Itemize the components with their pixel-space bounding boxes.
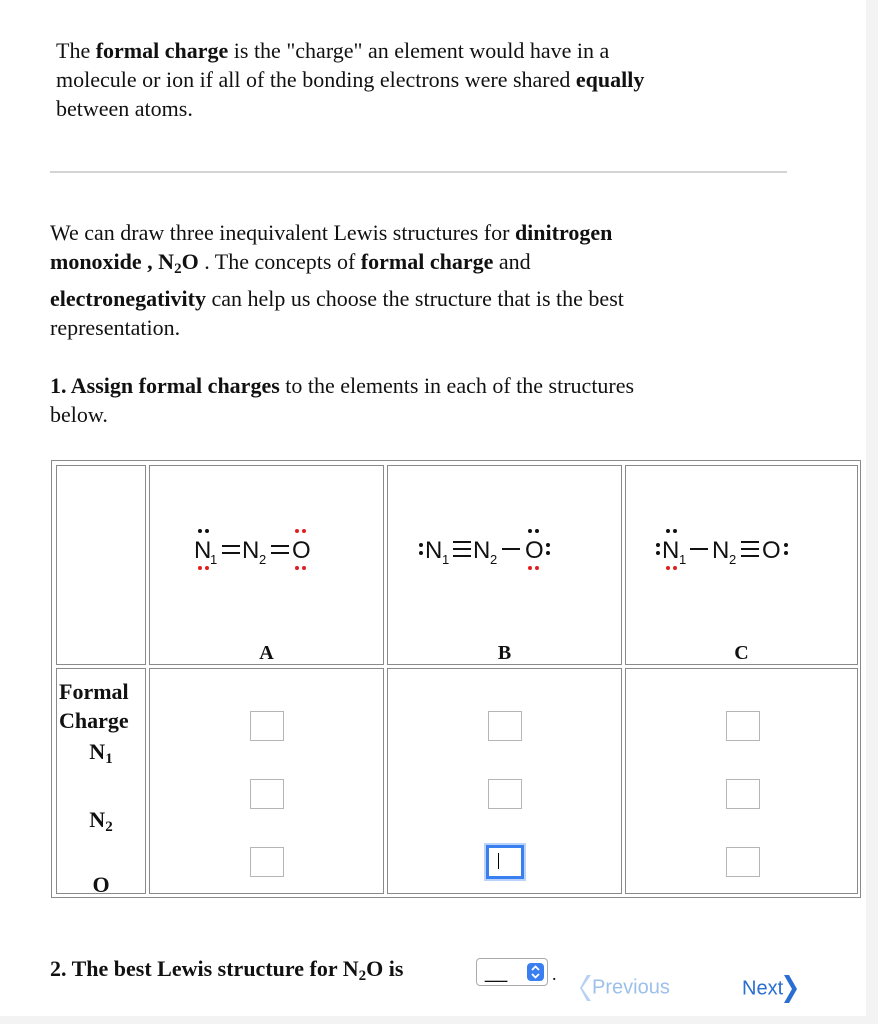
inputs-a-cell: [149, 668, 384, 894]
structure-b-label: B: [497, 642, 512, 664]
atom-o: O: [524, 537, 544, 564]
question-1: 1. Assign formal charges to the elements in each of the structures below.: [50, 373, 635, 427]
atom-n1: N: [661, 537, 679, 564]
structure-c: [626, 524, 857, 574]
atom-n1: N: [424, 537, 442, 564]
structure-c-cell: [625, 465, 858, 665]
inputs-b-cell: [387, 668, 622, 894]
input-c-n2[interactable]: [726, 779, 760, 809]
corner-cell: [56, 465, 146, 665]
svg-text:1: 1: [209, 552, 217, 567]
divider: [50, 171, 787, 173]
select-arrows-icon: [527, 963, 544, 981]
svg-text:2: 2: [258, 552, 266, 567]
atom-o: O: [291, 537, 311, 564]
previous-button[interactable]: Previous: [580, 974, 670, 1006]
atom-o: O: [761, 537, 781, 564]
chevron-right-icon: [783, 974, 797, 1004]
input-b-o[interactable]: [486, 845, 524, 879]
chevron-left-icon: [580, 974, 592, 1002]
structure-a-cell: [149, 465, 384, 665]
formal-charge-table: [51, 460, 861, 898]
atom-n2: N: [472, 537, 490, 564]
input-a-o[interactable]: [250, 847, 284, 877]
svg-text:1: 1: [678, 552, 686, 567]
formal-charge-label: Formal Charge $N_1$ $N_2$ O: [59, 679, 129, 897]
structure-c-label: C: [734, 642, 749, 664]
svg-text:1: 1: [441, 552, 449, 567]
input-b-n2[interactable]: [488, 779, 522, 809]
input-a-n1[interactable]: [250, 711, 284, 741]
structure-a-label: A: [259, 642, 274, 664]
row-header-cell: [56, 668, 146, 897]
input-a-n2[interactable]: [250, 779, 284, 809]
atom-n1: N: [193, 537, 211, 564]
svg-text:2: 2: [728, 552, 736, 567]
next-button[interactable]: Next: [742, 974, 797, 1006]
inputs-c-cell: [625, 668, 858, 894]
structure-a: [150, 524, 383, 574]
atom-n2: N: [711, 537, 729, 564]
svg-text:2: 2: [489, 552, 497, 567]
input-b-n1[interactable]: [488, 711, 522, 741]
structure-b-cell: [387, 465, 622, 665]
best-structure-select[interactable]: __: [476, 958, 548, 986]
question-2: 2. The best Lewis structure for $N_2O$ is: [50, 956, 404, 984]
structure-b: [388, 524, 621, 574]
input-c-n1[interactable]: [726, 711, 760, 741]
scrollbar-track[interactable]: [866, 0, 878, 1024]
sentence-period: .: [552, 964, 557, 984]
text-caret: [498, 853, 499, 869]
atom-n2: N: [241, 537, 259, 564]
intro-paragraph: The formal charge is the "charge" an element would have in a molecule or ion if all of the bonding electrons were shared equally between atoms.: [56, 38, 645, 121]
input-c-o[interactable]: [726, 847, 760, 877]
lewis-intro-paragraph: We can draw three inequivalent Lewis structures for dinitrogen monoxide , $N_2O$ . The concepts of formal charge and electronegativity can help us choose the structure that is the best representation.: [50, 220, 624, 340]
